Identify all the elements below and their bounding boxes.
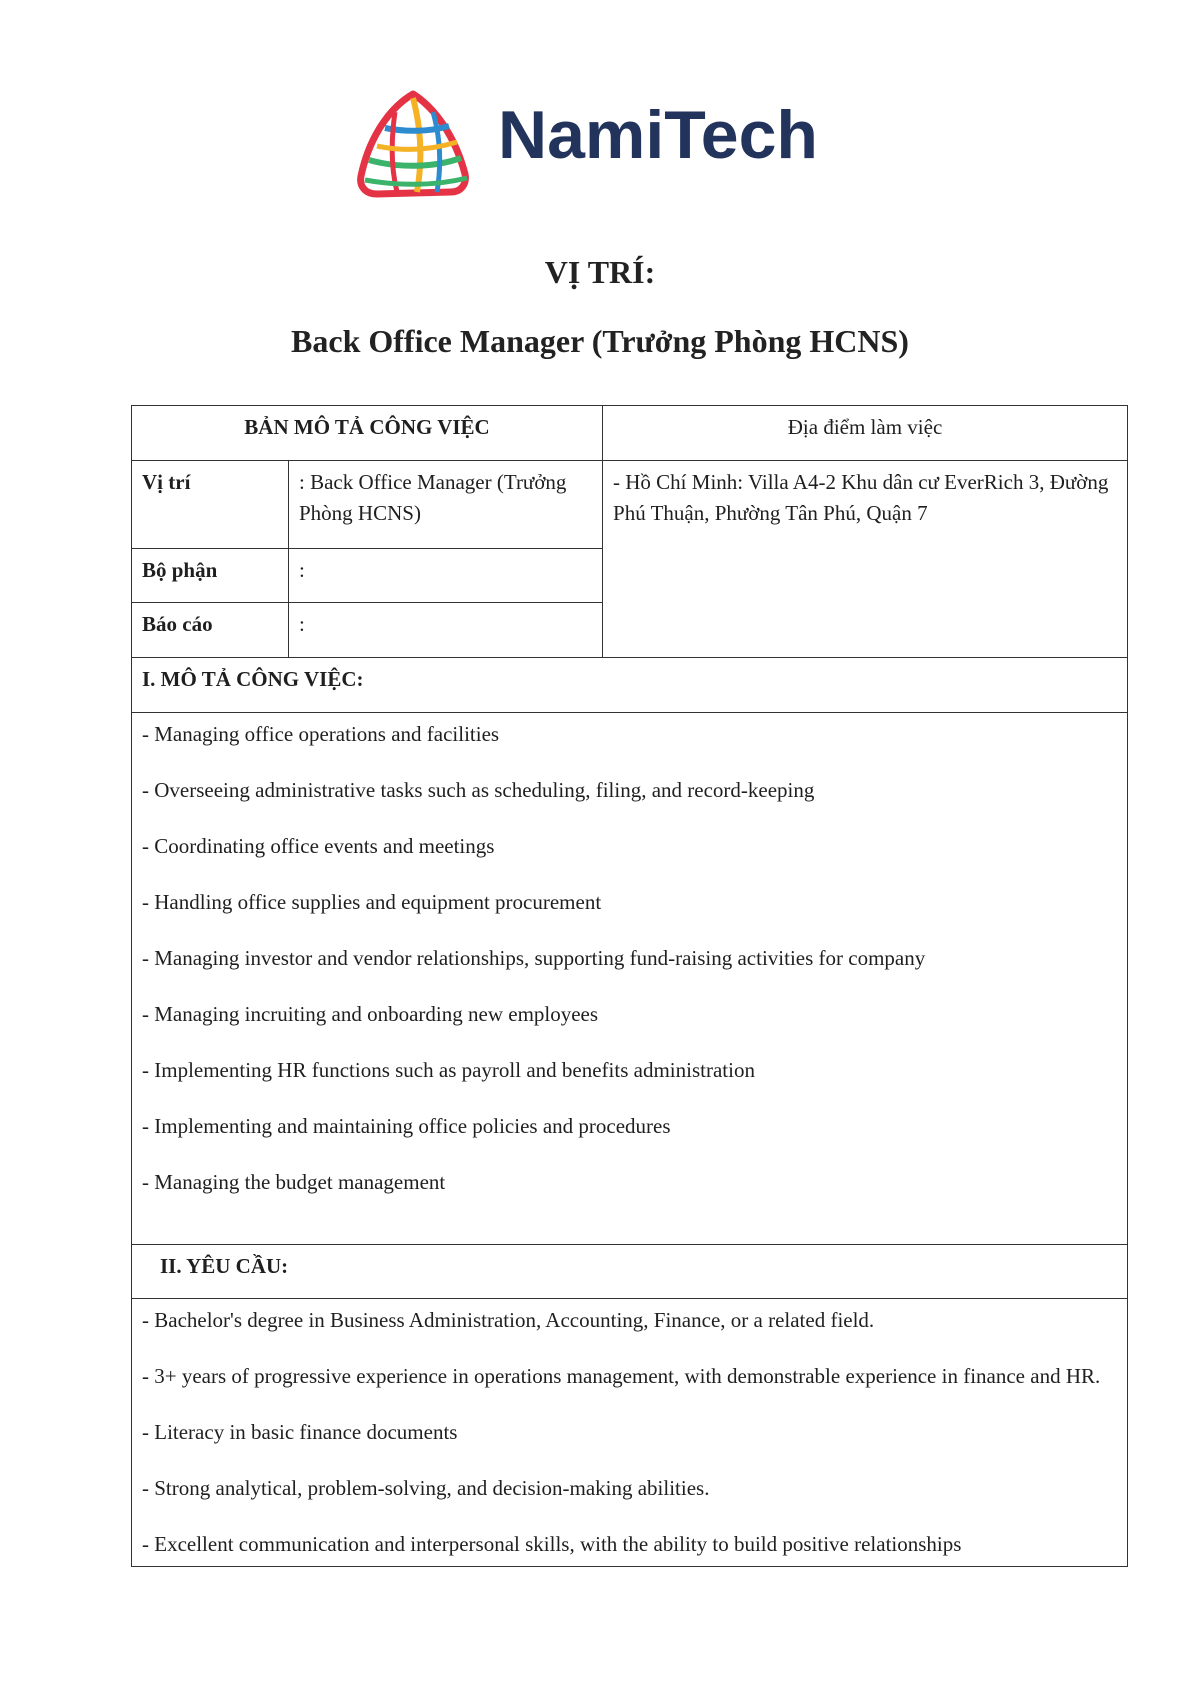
section-requirements-title: II. YÊU CẦU: xyxy=(132,1245,1128,1299)
list-item: - Implementing HR functions such as payroll and benefits administration xyxy=(142,1058,755,1082)
requirements-list xyxy=(132,1299,1128,1567)
list-item: - 3+ years of progressive experience in operations management, with demonstrable experience in finance and HR. xyxy=(142,1364,1101,1388)
job-duties-list xyxy=(132,713,1128,1245)
list-item: - Handling office supplies and equipment procurement xyxy=(142,890,602,914)
brand-name: NamiTech xyxy=(498,97,818,173)
value-department: : xyxy=(289,549,603,603)
label-reports-to: Báo cáo xyxy=(132,603,289,658)
position-heading: VỊ TRÍ: xyxy=(544,254,656,290)
company-logo xyxy=(355,88,875,203)
list-item: - Strong analytical, problem-solving, and decision-making abilities. xyxy=(142,1476,710,1500)
value-position: : Back Office Manager (Trưởng Phòng HCNS) xyxy=(289,461,603,549)
list-item: - Implementing and maintaining office policies and procedures xyxy=(142,1114,671,1138)
header-job-description: BẢN MÔ TẢ CÔNG VIỆC xyxy=(132,406,603,461)
location-address: - Hồ Chí Minh: Villa A4-2 Khu dân cư EverRich 3, Đường Phú Thuận, Phường Tân Phú, Quận 7 xyxy=(603,461,1128,658)
value-reports-to: : xyxy=(289,603,603,658)
list-item: - Overseeing administrative tasks such as scheduling, filing, and record-keeping xyxy=(142,778,815,802)
job-description-table xyxy=(131,405,1128,1567)
section-job-description-title: I. MÔ TẢ CÔNG VIỆC: xyxy=(132,658,1128,713)
list-item: - Managing investor and vendor relationships, supporting fund-raising activities for company xyxy=(142,946,926,970)
label-position: Vị trí xyxy=(132,461,289,549)
label-department: Bộ phận xyxy=(132,549,289,603)
list-item: - Managing incruiting and onboarding new employees xyxy=(142,1002,599,1026)
list-item: - Literacy in basic finance documents xyxy=(142,1420,458,1444)
list-item: - Coordinating office events and meetings xyxy=(142,834,495,858)
list-item: - Managing office operations and facilities xyxy=(142,722,500,746)
namitech-logo-icon xyxy=(355,88,475,203)
list-item: - Managing the budget management xyxy=(142,1170,446,1194)
header-work-location: Địa điểm làm việc xyxy=(603,406,1128,461)
list-item: - Excellent communication and interpersonal skills, with the ability to build positive relationships xyxy=(142,1532,962,1556)
position-title: Back Office Manager (Trưởng Phòng HCNS) xyxy=(291,323,909,359)
list-item: - Bachelor's degree in Business Administration, Accounting, Finance, or a related field. xyxy=(142,1308,875,1332)
